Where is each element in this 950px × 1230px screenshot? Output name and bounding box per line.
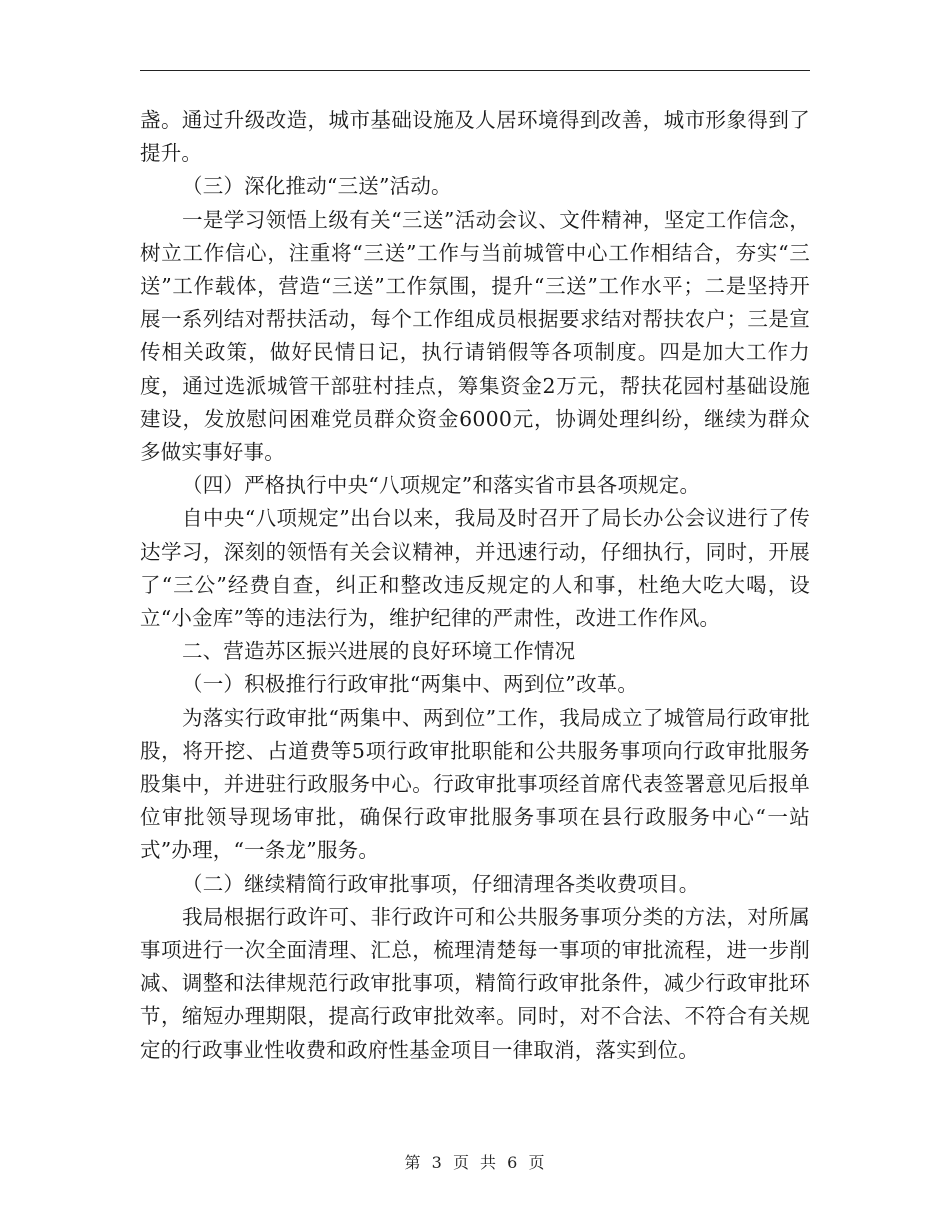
footer-page-label: 页	[452, 1153, 470, 1172]
paragraph-three-send: 一是学习领悟上级有关“三送”活动会议、文件精神，坚定工作信念，树立工作信心，注重将“三送”工作与当前城管中心工作相结合，夯实“三送”工作载体，营造“三送”工作氛围，提升“三送”工作水平；二是坚持开展一系列结对帮扶活动，每个工作组成员根据要求结对帮扶农户；三是宣传相关政策，做好民情日记，执行请销假等各项制度。四是加大工作力度，通过选派城管干部驻村挂点，筹集资金2万元，帮扶花园村基础设施建设，发放慰问困难党员群众资金6000元，协调处理纠纷，继续为群众多做实事好事。	[140, 207, 810, 465]
subheading-three-send: （三）深化推动“三送”活动。	[182, 174, 452, 199]
subheading-eight-rules: （四）严格执行中央“八项规定”和落实省市县各项规定。	[182, 473, 701, 498]
subheading-simplify-approval: （二）继续精简行政审批事项，仔细清理各类收费项目。	[182, 871, 700, 896]
body-text	[140, 104, 810, 1067]
header-rule	[140, 70, 810, 71]
footer-page-end-label: 页	[528, 1153, 546, 1172]
section-heading-environment: 二、营造苏区振兴进展的良好环境工作情况	[182, 639, 576, 664]
footer-current-page: 3	[431, 1153, 443, 1172]
paragraph-continuation: 盏。通过升级改造，城市基础设施及人居环境得到改善，城市形象得到了提升。	[140, 108, 810, 166]
page-footer	[0, 1150, 950, 1173]
paragraph-eight-rules: 自中央“八项规定”出台以来，我局及时召开了局长办公会议进行了传达学习，深刻的领悟有关会议精神，并迅速行动，仔细执行，同时，开展了“三公”经费自查，纠正和整改违反规定的人和事，杜绝大吃大喝，设立“小金库”等的违法行为，维护纪律的严肃性，改进工作作风。	[140, 506, 810, 631]
paragraph-simplify-approval: 我局根据行政许可、非行政许可和公共服务事项分类的方法，对所属事项进行一次全面清理、汇总，梳理清楚每一事项的审批流程，进一步削减、调整和法律规范行政审批事项，精简行政审批条件，减少行政审批环节，缩短办理期限，提高行政审批效率。同时，对不合法、不符合有关规定的行政事业性收费和政府性基金项目一律取消，落实到位。	[140, 904, 810, 1062]
paragraph-approval-reform: 为落实行政审批“两集中、两到位”工作，我局成立了城管局行政审批股，将开挖、占道费等5项行政审批职能和公共服务事项向行政审批服务股集中，并进驻行政服务中心。行政审批事项经首席代表签署意见后报单位审批领导现场审批，确保行政审批服务事项在县行政服务中心“一站式”办理，“一条龙”服务。	[140, 705, 810, 863]
footer-total-pages: 6	[507, 1153, 519, 1172]
subheading-approval-reform: （一）积极推行行政审批“两集中、两到位”改革。	[182, 672, 639, 697]
footer-total-label: 共	[480, 1153, 498, 1172]
footer-prefix: 第	[404, 1153, 422, 1172]
